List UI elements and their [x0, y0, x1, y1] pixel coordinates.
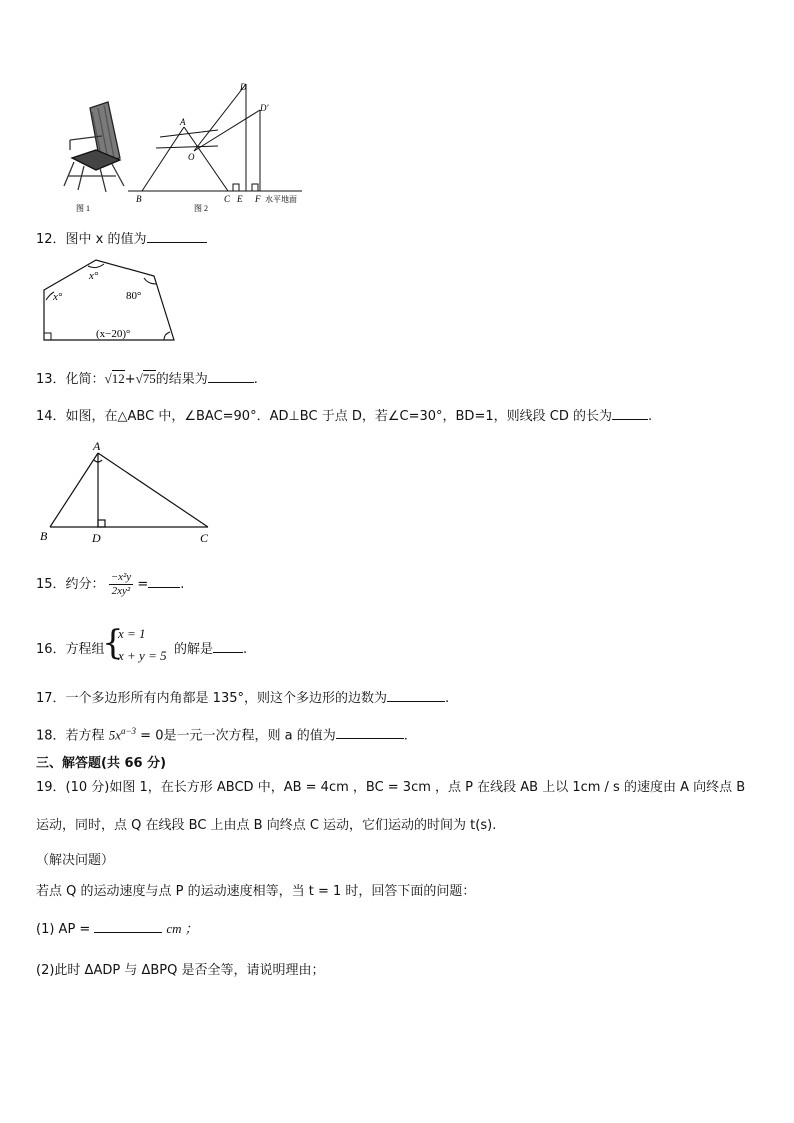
q16-equation-2: x + y = 5: [118, 648, 167, 663]
q18-exponent: a−3: [120, 726, 137, 736]
q16-suffix: 的解是: [174, 642, 214, 657]
figure-11-svg: [34, 80, 314, 215]
triangle-abc: [50, 453, 208, 527]
q14-figure: [36, 436, 226, 548]
q16-end: .: [243, 642, 248, 657]
q12-text: 12．图中 x 的值为: [36, 232, 147, 247]
q12-figure: [36, 252, 196, 356]
q15-end: .: [180, 577, 185, 592]
q18-answer-blank[interactable]: [336, 724, 404, 739]
chair-illustration: [64, 102, 124, 192]
angle-bottom: (x−20)°: [96, 328, 131, 340]
geometry-figure-2: [128, 84, 302, 191]
tri-label-B: B: [40, 529, 48, 543]
q19-part-2: (2)此时 ΔADP 与 ΔBPQ 是否全等，请说明理由；: [36, 963, 325, 978]
q15-fraction: [109, 571, 134, 598]
q13-suffix: 的结果为: [155, 372, 208, 387]
question-18: [36, 722, 408, 745]
label-A: A: [180, 117, 186, 127]
q18-eq-rest: = 0: [136, 728, 164, 744]
q15-answer-blank[interactable]: [148, 573, 180, 588]
q15-prefix: 15．约分：: [36, 577, 105, 592]
question-14: [36, 405, 652, 426]
q13-prefix: 13．化简：: [36, 372, 105, 387]
sqrt-12: √12: [104, 371, 125, 386]
q16-answer-blank[interactable]: [213, 638, 243, 653]
q16-brace: {: [102, 623, 124, 663]
question-15: [36, 570, 184, 600]
triangle-svg: [36, 436, 226, 548]
q18-suffix: 是一元一次方程，则 a 的值为: [163, 728, 336, 744]
q13-end: .: [253, 372, 258, 387]
label-E: E: [237, 194, 243, 204]
question-13: [36, 368, 258, 389]
q15-denominator: 2xy²: [111, 585, 131, 597]
tri-label-C: C: [200, 531, 209, 545]
q19-subtitle: （解决问题）: [36, 853, 115, 868]
figure-11: [34, 80, 314, 215]
label-C: C: [224, 194, 231, 204]
q15-numerator: −x²y: [110, 571, 132, 583]
q12-answer-blank[interactable]: [147, 228, 207, 243]
tri-label-A: A: [93, 439, 101, 453]
q13-plus: +: [124, 372, 136, 387]
q14-answer-blank[interactable]: [612, 405, 648, 420]
ground-label: 水平地面: [265, 195, 297, 204]
q18-eq-base: 5x: [108, 727, 121, 743]
tri-label-D: D: [92, 531, 101, 545]
sqrt-75: √75: [135, 371, 156, 386]
q19-part1-blank[interactable]: [94, 918, 162, 933]
label-F: F: [255, 194, 261, 204]
q17-text: 17．一个多边形所有内角都是 135°，则这个多边形的边数为: [36, 691, 387, 706]
q15-equals: =: [137, 577, 149, 592]
q17-end: .: [445, 691, 450, 706]
q19-part-1: [36, 918, 198, 939]
question-17: [36, 687, 449, 708]
label-O: O: [188, 152, 195, 162]
q14-end: .: [647, 409, 653, 424]
q13-answer-blank[interactable]: [208, 368, 254, 383]
question-12: [36, 228, 207, 249]
q18-prefix: 18．若方程: [36, 728, 109, 744]
q16-equation-1: x = 1: [118, 626, 146, 641]
q16-prefix: 16．方程组: [36, 642, 105, 657]
q19-line-2: 运动，同时，点 Q 在线段 BC 上由点 B 向终点 C 运动，它们运动的时间为 t(s).: [36, 818, 497, 833]
q19-line-1: 19．(10 分)如图 1，在长方形 ABCD 中，AB = 4cm ，BC = 3cm ，点 P 在线段 AB 上以 1cm / s 的速度由 A 向终点 B: [36, 780, 746, 795]
label-B: B: [136, 194, 142, 204]
section-3-heading: 三、解答题(共 66 分): [36, 756, 167, 771]
label-D-prime: D': [260, 103, 269, 113]
angle-left: x°: [53, 291, 63, 303]
q19-line-3: 若点 Q 的运动速度与点 P 的运动速度相等，当 t = 1 时，回答下面的问题：: [36, 884, 476, 899]
angle-top: x°: [89, 270, 99, 282]
fig2-caption: 图 2: [194, 204, 208, 213]
label-D: D: [240, 82, 247, 92]
q19-part1-prefix: (1) AP =: [36, 922, 91, 937]
q17-answer-blank[interactable]: [387, 687, 445, 702]
pentagon-svg: [36, 252, 196, 356]
q14-text: 14．如图，在△ABC 中，∠BAC=90°．AD⊥BC 于点 D，若∠C=30°，BD=1，则线段 CD 的长为: [36, 409, 612, 424]
q19-part1-unit: cm ；: [166, 921, 198, 936]
chair-caption: 图 1: [76, 204, 90, 213]
angle-right: 80°: [126, 290, 142, 302]
q18-end: .: [403, 728, 408, 744]
